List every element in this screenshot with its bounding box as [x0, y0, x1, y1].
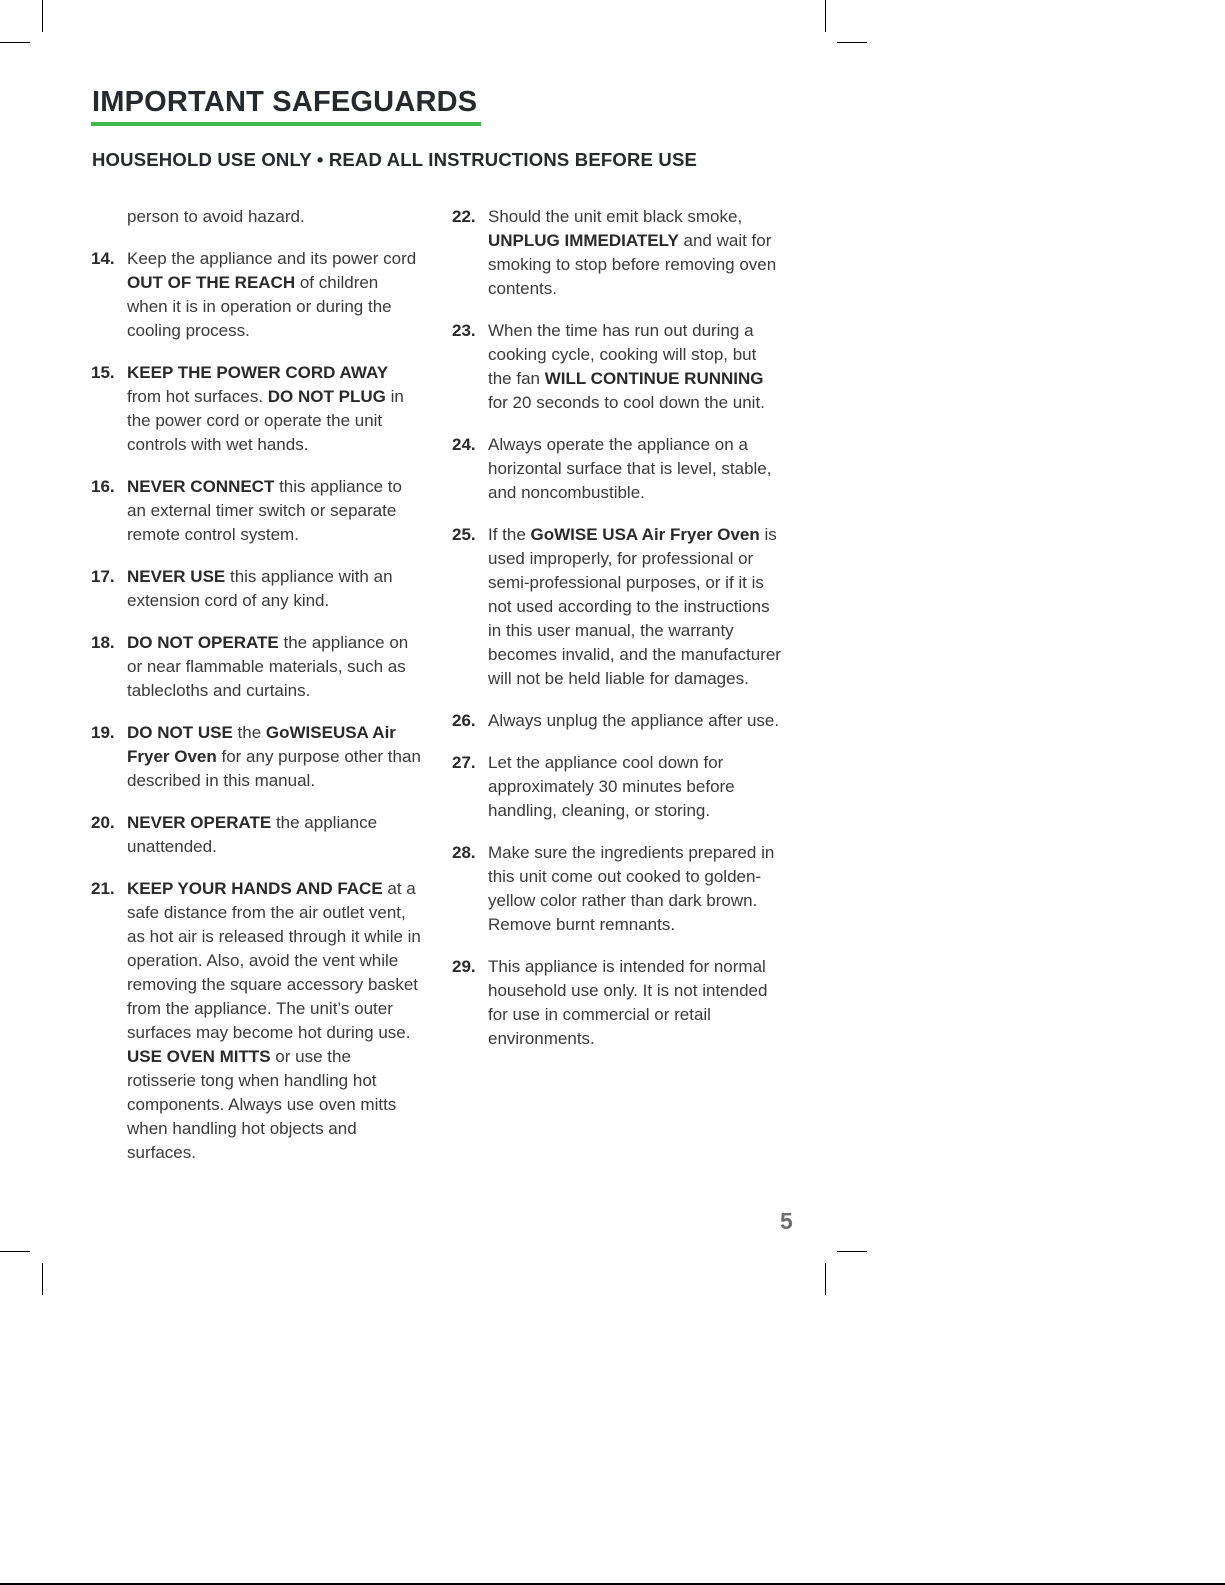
item-number: 14. — [91, 249, 115, 268]
emphasis-text: NEVER USE — [127, 567, 226, 586]
emphasis-text: UNPLUG IMMEDIATELY — [488, 231, 679, 250]
safeguard-item — [452, 709, 782, 733]
safeguard-item — [452, 433, 782, 505]
safeguard-item — [91, 631, 421, 703]
emphasis-text: GoWISEUSA Air Fryer Oven — [127, 723, 396, 766]
emphasis-text: DO NOT USE — [127, 723, 233, 742]
emphasis-text: USE OVEN MITTS — [127, 1047, 271, 1066]
safeguard-item — [452, 523, 782, 691]
item-number: 29. — [452, 957, 476, 976]
left-column — [91, 205, 421, 1183]
item-text: If the — [488, 525, 531, 544]
crop-mark — [42, 0, 43, 32]
emphasis-text: OUT OF THE REACH — [127, 273, 296, 292]
emphasis-text: DO NOT PLUG — [267, 387, 386, 406]
crop-mark — [0, 1251, 30, 1252]
page-number: 5 — [780, 1208, 793, 1234]
safeguard-item — [452, 205, 782, 301]
item-text: This appliance is intended for normal household use only. It is not intended for use in commercial or retail environments. — [488, 957, 768, 1048]
item-number: 16. — [91, 477, 115, 496]
item-number: 24. — [452, 435, 476, 454]
page-title: IMPORTANT SAFEGUARDS — [92, 86, 478, 118]
item-text: of children when it is in operation or during the cooling process. — [127, 273, 392, 340]
item-text: at a safe distance from the air outlet vent, as hot air is released through it while in operation. Also, avoid the vent while removing the square accessory basket from the appliance. The unit’s outer surfaces may become hot during use. — [127, 879, 421, 1042]
item-text: Always unplug the appliance after use. — [488, 711, 780, 730]
item-number: 15. — [91, 363, 115, 382]
title-underline — [91, 122, 481, 126]
item-text: the appliance unattended. — [127, 813, 378, 856]
safeguard-item — [452, 955, 782, 1051]
emphasis-text: NEVER CONNECT — [127, 477, 275, 496]
item-text: in the power cord or operate the unit controls with wet hands. — [127, 387, 404, 454]
item-number: 21. — [91, 879, 115, 898]
emphasis-text: KEEP YOUR HANDS AND FACE — [127, 879, 383, 898]
item-text: the — [232, 723, 266, 742]
item-text: for 20 seconds to cool down the unit. — [488, 393, 765, 412]
safeguard-item — [91, 247, 421, 343]
right-column — [452, 205, 782, 1069]
item-text: When the time has run out during a cooking cycle, cooking will stop, but the fan — [488, 321, 757, 388]
item-text: or use the rotisserie tong when handling hot components. Always use oven mitts when handling hot objects and surfaces. — [127, 1047, 397, 1162]
item-number: 19. — [91, 723, 115, 742]
crop-mark — [837, 42, 867, 43]
emphasis-text: GoWISE USA Air Fryer Oven — [530, 525, 760, 544]
crop-mark — [825, 1263, 826, 1295]
item-text: Make sure the ingredients prepared in this unit come out cooked to golden-yellow color rather than dark brown. Remove burnt remnants. — [488, 843, 775, 934]
safeguard-item — [452, 751, 782, 823]
item-text: the appliance on or near flammable materials, such as tablecloths and curtains. — [127, 633, 409, 700]
emphasis-text: KEEP THE POWER CORD AWAY — [127, 363, 389, 382]
item-number: 26. — [452, 711, 476, 730]
safeguard-item — [91, 565, 421, 613]
emphasis-text: WILL CONTINUE RUNNING — [544, 369, 764, 388]
safeguard-item — [91, 877, 421, 1165]
item-text: and wait for smoking to stop before removing oven contents. — [488, 231, 777, 298]
item-text: this appliance to an external timer switch or separate remote control system. — [127, 477, 402, 544]
safeguard-item — [452, 319, 782, 415]
item-number: 18. — [91, 633, 115, 652]
item-text: is used improperly, for professional or semi-professional purposes, or if it is not used according to the instructions in this user manual, the warranty becomes invalid, and the manufacturer will not be held liable for damages. — [488, 525, 781, 688]
safeguard-item — [452, 841, 782, 937]
emphasis-text: DO NOT OPERATE — [127, 633, 279, 652]
crop-mark — [825, 0, 826, 32]
safeguard-item — [91, 361, 421, 457]
item-text: Always operate the appliance on a horizontal surface that is level, stable, and noncombustible. — [488, 435, 772, 502]
item-text: this appliance with an extension cord of any kind. — [127, 567, 393, 610]
crop-mark — [0, 42, 30, 43]
item-text: Should the unit emit black smoke, — [488, 207, 743, 226]
item-number: 17. — [91, 567, 115, 586]
safeguard-item — [91, 475, 421, 547]
item-number: 28. — [452, 843, 476, 862]
crop-mark — [42, 1263, 43, 1295]
safeguard-item — [91, 721, 421, 793]
item-text: from hot surfaces. — [127, 387, 268, 406]
safeguard-item — [91, 811, 421, 859]
crop-mark — [837, 1251, 867, 1252]
page-subtitle: HOUSEHOLD USE ONLY • READ ALL INSTRUCTIONS BEFORE USE — [92, 149, 698, 170]
emphasis-text: NEVER OPERATE — [127, 813, 272, 832]
item-text: Let the appliance cool down for approximately 30 minutes before handling, cleaning, or storing. — [488, 753, 735, 820]
item-number: 23. — [452, 321, 476, 340]
item-number: 20. — [91, 813, 115, 832]
continuation-text: person to avoid hazard. — [127, 207, 305, 226]
list-item-continuation — [91, 205, 421, 229]
item-number: 22. — [452, 207, 476, 226]
item-number: 25. — [452, 525, 476, 544]
item-number: 27. — [452, 753, 476, 772]
item-text: for any purpose other than described in this manual. — [127, 747, 421, 790]
item-text: Keep the appliance and its power cord — [127, 249, 417, 268]
